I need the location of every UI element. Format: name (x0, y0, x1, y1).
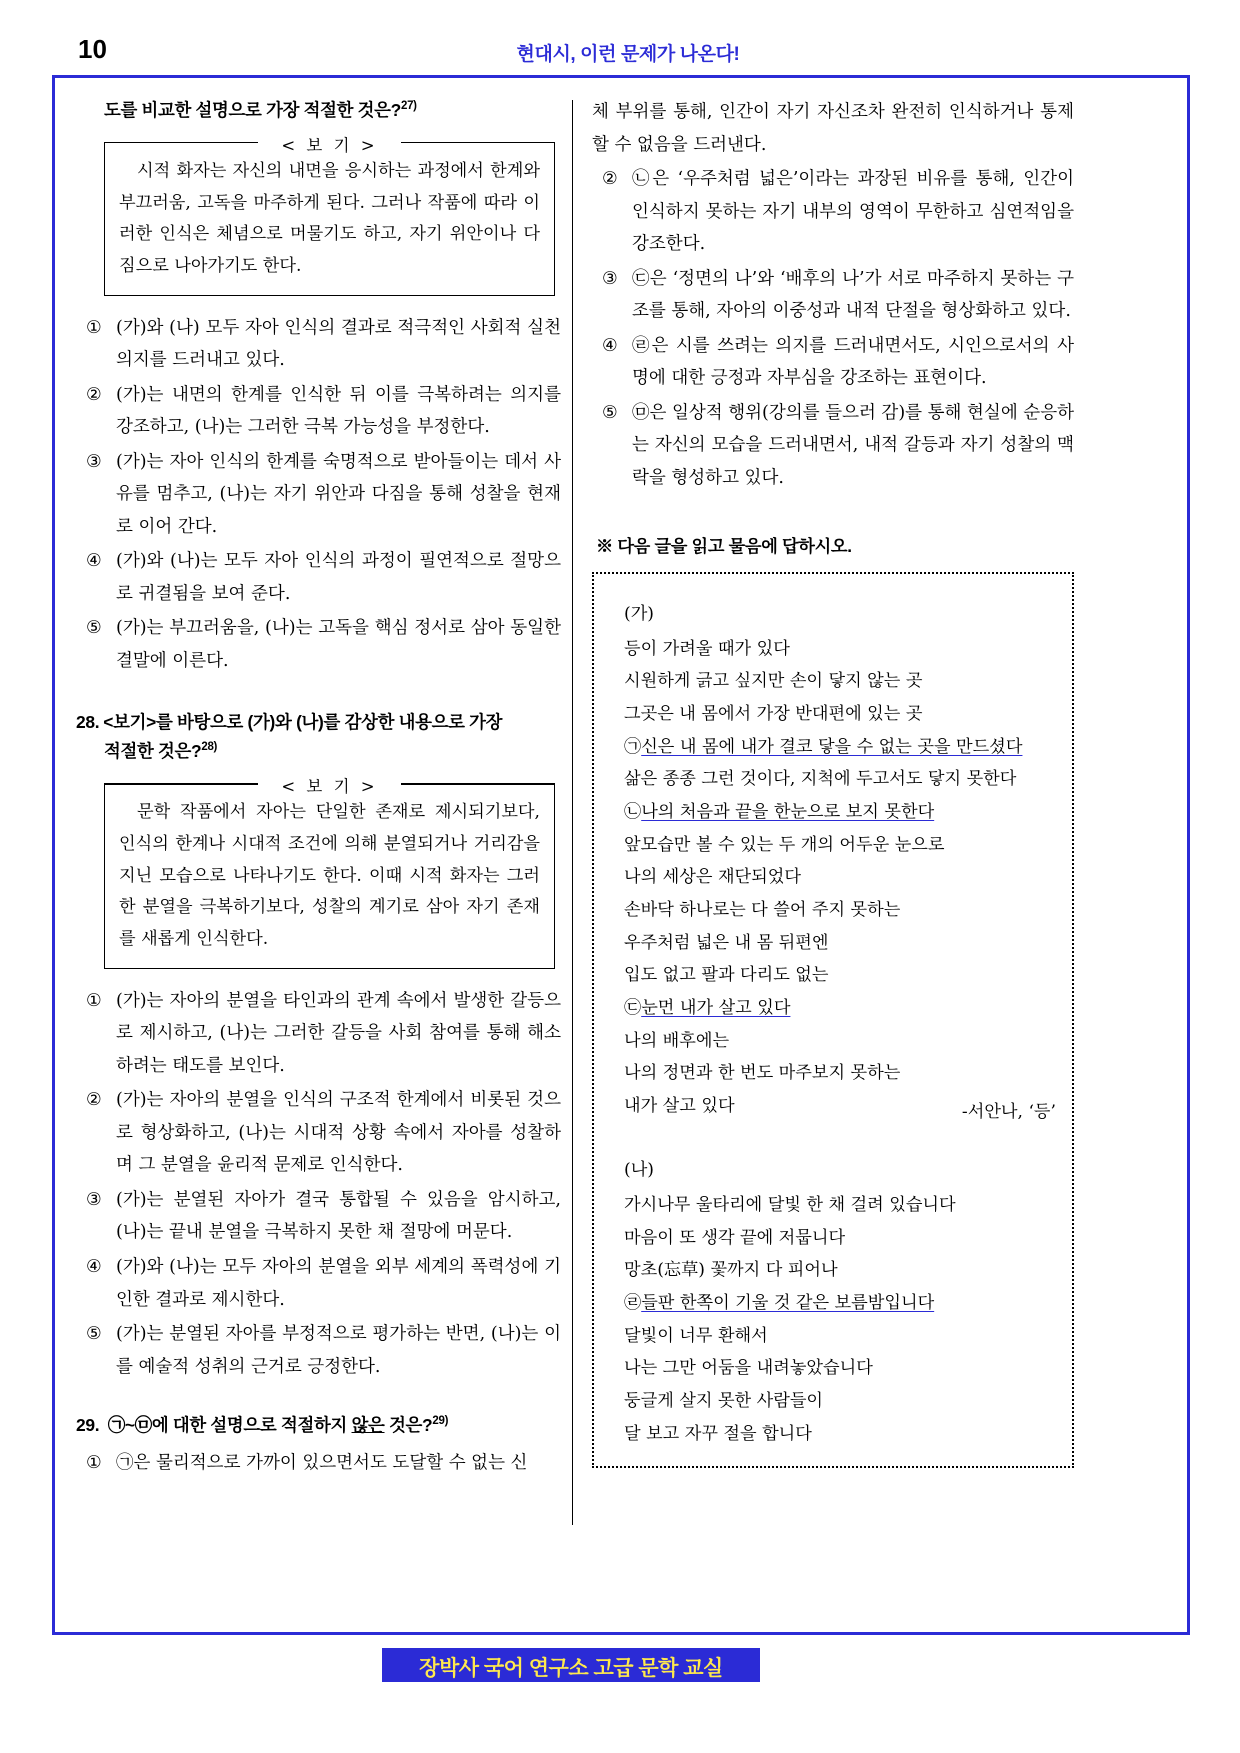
poem-line (624, 1352, 1056, 1385)
poem-line (624, 927, 1056, 960)
choice-text: ㉢은 ‘정면의 나’와 ‘배후의 나’가 서로 마주하지 못하는 구조를 통해, 자아의 이중성과 내적 단절을 형상화하고 있다. (632, 268, 1074, 322)
poem-line-text: 삶은 종종 그런 것이다, 지척에 두고서도 닿지 못한다 (624, 769, 1017, 790)
bogi-content: 시적 화자는 자신의 내면을 응시하는 과정에서 한계와 부끄러움, 고독을 마주하게 된다. 그러나 작품에 따라 이러한 인식은 체념으로 머물기도 하고, 자기 위안이나 다짐으로 나아가기도 한다. (104, 142, 555, 296)
poem-line-text: 나의 배후에는 (624, 1030, 730, 1051)
poem-line-marker: ㉢ (624, 997, 642, 1018)
choice-item[interactable] (602, 330, 1074, 395)
poem-a-lines (624, 633, 1056, 1123)
choice-marker: ② (86, 1090, 102, 1111)
poem-line (624, 731, 1056, 764)
page-header (0, 34, 1240, 78)
poem-line-text: 나의 처음과 끝을 한눈으로 보지 못한다 (641, 801, 935, 822)
poem-line (624, 665, 1056, 698)
choice-text: (가)는 자아의 분열을 타인과의 관계 속에서 발생한 갈등으로 제시하고, (나)는 그러한 갈등을 사회 참여를 통해 해소하려는 태도를 보인다. (116, 990, 561, 1076)
poem-line (624, 992, 1056, 1025)
question-27-footnote: 27) (400, 100, 417, 113)
question-28-heading-line2-wrap (76, 737, 561, 767)
choice-item[interactable] (86, 545, 561, 610)
poem-line-text: 입도 없고 팔과 다리도 없는 (624, 965, 829, 986)
poem-line-text: 신은 내 몸에 내가 결코 닿을 수 없는 곳을 만드셨다 (641, 736, 1023, 757)
question-28-heading-line2: 적절한 것은? (104, 741, 202, 762)
poem-line-text: 내가 살고 있다 (624, 1095, 735, 1116)
footer-banner (382, 1648, 760, 1682)
footer-banner-text: 장박사 국어 연구소 고급 문학 교실 (419, 1657, 723, 1680)
choice-marker: ③ (86, 1189, 102, 1210)
question-27-heading (76, 96, 561, 126)
poem-a-attribution: -서안나, ‘등’ (961, 1101, 1056, 1122)
poem-line (624, 763, 1056, 796)
poem-line (624, 1385, 1056, 1418)
choice-item[interactable] (86, 612, 561, 677)
poem-a-tag: (가) (624, 603, 655, 624)
choice-text: (가)와 (나)는 모두 자아의 분열을 외부 세계의 폭력성에 기인한 결과로 제시한다. (116, 1256, 561, 1310)
question-29-heading-text: ㉠~㉤에 대한 설명으로 적절하지 (107, 1415, 347, 1436)
poem-line (624, 1025, 1056, 1058)
poem-line-text: 나는 그만 어둠을 내려놓았습니다 (624, 1358, 873, 1379)
question-28-heading-line1: <보기>를 바탕으로 (가)와 (나)를 감상한 내용으로 가장 (103, 711, 503, 732)
poem-line (624, 894, 1056, 927)
choice-marker: ② (86, 384, 102, 405)
header-title: 현대시, 이런 문제가 나온다! (516, 44, 740, 65)
poem-line-text: 시원하게 긁고 싶지만 손이 닿지 않는 곳 (624, 671, 923, 692)
choice-item[interactable] (86, 312, 561, 377)
poem-line-text: 등이 가려울 때가 있다 (624, 638, 790, 659)
choice-item-continued[interactable] (592, 96, 1074, 161)
question-29-choices (602, 163, 1074, 494)
choice-marker: ③ (86, 451, 102, 472)
question-27-bogi-box (104, 135, 555, 296)
choice-text: ㉡은 ‘우주처럼 넓은’이라는 과장된 비유를 통해, 인간이 인식하지 못하는 자기 내부의 영역이 무한하고 심연적임을 강조한다. (632, 169, 1074, 255)
bogi-label-text: < 보 기 > (276, 136, 382, 155)
column-divider (572, 100, 573, 1525)
poem-spacer (624, 1128, 1056, 1154)
poem-line-marker: ㉣ (624, 1292, 642, 1313)
choice-text: (가)와 (나)는 모두 자아 인식의 과정이 필연적으로 절망으로 귀결됨을 보여 준다. (116, 551, 561, 604)
choice-text: (가)와 (나) 모두 자아 인식의 결과로 적극적인 사회적 실천 의지를 드러내고 있다. (116, 317, 561, 371)
question-29-heading (76, 1411, 561, 1441)
passage-box (592, 572, 1074, 1468)
poem-line-text: 달 보고 자꾸 절을 합니다 (624, 1423, 812, 1444)
choice-marker: ① (86, 990, 102, 1011)
passage-instruction: ※ 다음 글을 읽고 물음에 답하시오. (596, 535, 852, 556)
choice-text: (가)는 내면의 한계를 인식한 뒤 이를 극복하려는 의지를 강조하고, (나)는 그러한 극복 가능성을 부정한다. (116, 384, 561, 438)
poem-line-text: 달빛이 너무 환해서 (624, 1325, 768, 1346)
question-28-choices (86, 985, 561, 1384)
poem-line (624, 829, 1056, 862)
poem-line (624, 1418, 1056, 1451)
choice-text: ㉤은 일상적 행위(강의를 들으러 감)를 통해 현실에 순응하는 자신의 모습을 드러내면서, 내적 갈등과 자기 성찰의 맥락을 형성하고 있다. (632, 402, 1075, 489)
question-29-heading-tail: 것은? (389, 1415, 433, 1436)
choice-marker: ① (86, 317, 102, 338)
poem-line (624, 1222, 1056, 1255)
poem-line-text: 눈먼 내가 살고 있다 (641, 997, 791, 1018)
choice-text: (가)는 분열된 자아가 결국 통합될 수 있음을 암시하고, (나)는 끝내 분열을 극복하지 못한 채 절망에 머문다. (116, 1189, 561, 1243)
question-29-choices-start (86, 1447, 561, 1480)
choice-marker: ⑤ (86, 1324, 102, 1345)
poem-line (624, 1287, 1056, 1320)
choice-item[interactable] (602, 163, 1074, 261)
choice-item[interactable] (602, 263, 1074, 328)
choice-text-continued: 체 부위를 통해, 인간이 자기 자신조차 완전히 인식하거나 통제할 수 없음을 드러낸다. (592, 102, 1074, 155)
bogi-label-text: < 보 기 > (276, 777, 382, 796)
question-28-footnote: 28) (201, 741, 218, 754)
choice-item[interactable] (86, 985, 561, 1083)
poem-line (624, 796, 1056, 829)
choice-item[interactable] (602, 397, 1074, 495)
poem-b-tag: (나) (624, 1160, 655, 1181)
choice-item[interactable] (86, 1084, 561, 1182)
poem-line-text: 둥글게 살지 못한 사람들이 (624, 1390, 824, 1411)
poem-line (624, 1057, 1056, 1090)
choice-text: (가)는 자아 인식의 한계를 숙명적으로 받아들이는 데서 사유를 멈추고, (나)는 자기 위안과 다짐을 통해 성찰을 현재로 이어 간다. (116, 451, 561, 537)
poem-line-text: 나의 정면과 한 번도 마주보지 못하는 (624, 1063, 901, 1084)
question-28-heading (76, 708, 561, 768)
poem-line-marker: ㉠ (624, 736, 642, 757)
choice-marker: ④ (86, 551, 102, 572)
question-28-number: 28. (76, 711, 100, 732)
choice-text: (가)는 자아의 분열을 인식의 구조적 한계에서 비롯된 것으로 형상화하고, (나)는 시대적 상황 속에서 자아를 성찰하며 그 분열을 윤리적 문제로 인식한다. (116, 1090, 561, 1176)
question-29-number: 29. (76, 1415, 100, 1436)
choice-text: (가)는 부끄러움을, (나)는 고독을 핵심 정서로 삼아 동일한 결말에 이른다. (116, 618, 561, 671)
poem-line-text: 앞모습만 볼 수 있는 두 개의 어두운 눈으로 (624, 834, 945, 855)
poem-line (624, 959, 1056, 992)
choice-item[interactable] (86, 1251, 561, 1316)
poem-line-text: 그곳은 내 몸에서 가장 반대편에 있는 곳 (624, 703, 923, 724)
choice-text: ㉣은 시를 쓰려는 의지를 드러내면서도, 시인으로서의 사명에 대한 긍정과 자부심을 강조하는 표현이다. (632, 335, 1074, 389)
poem-b-lines (624, 1189, 1056, 1450)
poem-line (624, 1320, 1056, 1353)
choice-marker: ⑤ (86, 618, 102, 639)
choice-item[interactable] (86, 1184, 561, 1249)
choice-marker: ② (602, 169, 618, 190)
right-column (592, 96, 1074, 1468)
question-28-bogi-box (104, 777, 555, 968)
page-number: 10 (78, 34, 107, 64)
choice-text: ㉠은 물리적으로 가까이 있으면서도 도달할 수 없는 신 (116, 1453, 528, 1474)
question-27-choices (86, 312, 561, 678)
left-column (76, 96, 561, 1480)
choice-item[interactable] (86, 446, 561, 544)
question-29-heading-negation: 않은 (351, 1415, 385, 1436)
poem-line (624, 698, 1056, 731)
question-27-heading-text: 도를 비교한 설명으로 가장 적절한 것은? (104, 100, 401, 120)
choice-marker: ④ (602, 335, 618, 356)
poem-line-text: 나의 세상은 재단되었다 (624, 867, 801, 888)
poem-line-text: 손바닥 하나로는 다 쓸어 주지 못하는 (624, 899, 901, 920)
poem-line (624, 1254, 1056, 1287)
poem-line-text: 우주처럼 넓은 내 몸 뒤편엔 (624, 932, 829, 953)
choice-marker: ③ (602, 268, 618, 289)
poem-line (624, 1189, 1056, 1222)
choice-marker: ⑤ (602, 402, 618, 423)
poem-line-marker: ㉡ (624, 801, 642, 822)
choice-marker: ① (86, 1453, 102, 1474)
choice-text: (가)는 분열된 자아를 부정적으로 평가하는 반면, (나)는 이를 예술적 성취의 근거로 긍정한다. (116, 1324, 561, 1377)
bogi-content: 문학 작품에서 자아는 단일한 존재로 제시되기보다, 인식의 한계나 시대적 조건에 의해 분열되거나 거리감을 지닌 모습으로 나타나기도 한다. 이때 시적 화자는 그러한 분열을 극복하기보다, 성찰의 계기로 삼아 자기 존재를 새롭게 인식한다. (104, 783, 555, 968)
choice-item[interactable] (86, 1318, 561, 1383)
poem-line-text: 들판 한쪽이 기울 것 같은 보름밤입니다 (641, 1292, 935, 1313)
poem-line-text: 망초(忘草) 꽃까지 다 피어나 (624, 1260, 838, 1281)
choice-item[interactable] (86, 379, 561, 444)
poem-line-text: 마음이 또 생각 끝에 저뭅니다 (624, 1227, 846, 1248)
choice-marker: ④ (86, 1256, 102, 1277)
poem-line (624, 861, 1056, 894)
poem-line (624, 633, 1056, 666)
choice-item[interactable] (86, 1447, 561, 1480)
question-29-footnote: 29) (432, 1415, 449, 1428)
poem-line-text: 가시나무 울타리에 달빛 한 채 걸려 있습니다 (624, 1194, 956, 1215)
